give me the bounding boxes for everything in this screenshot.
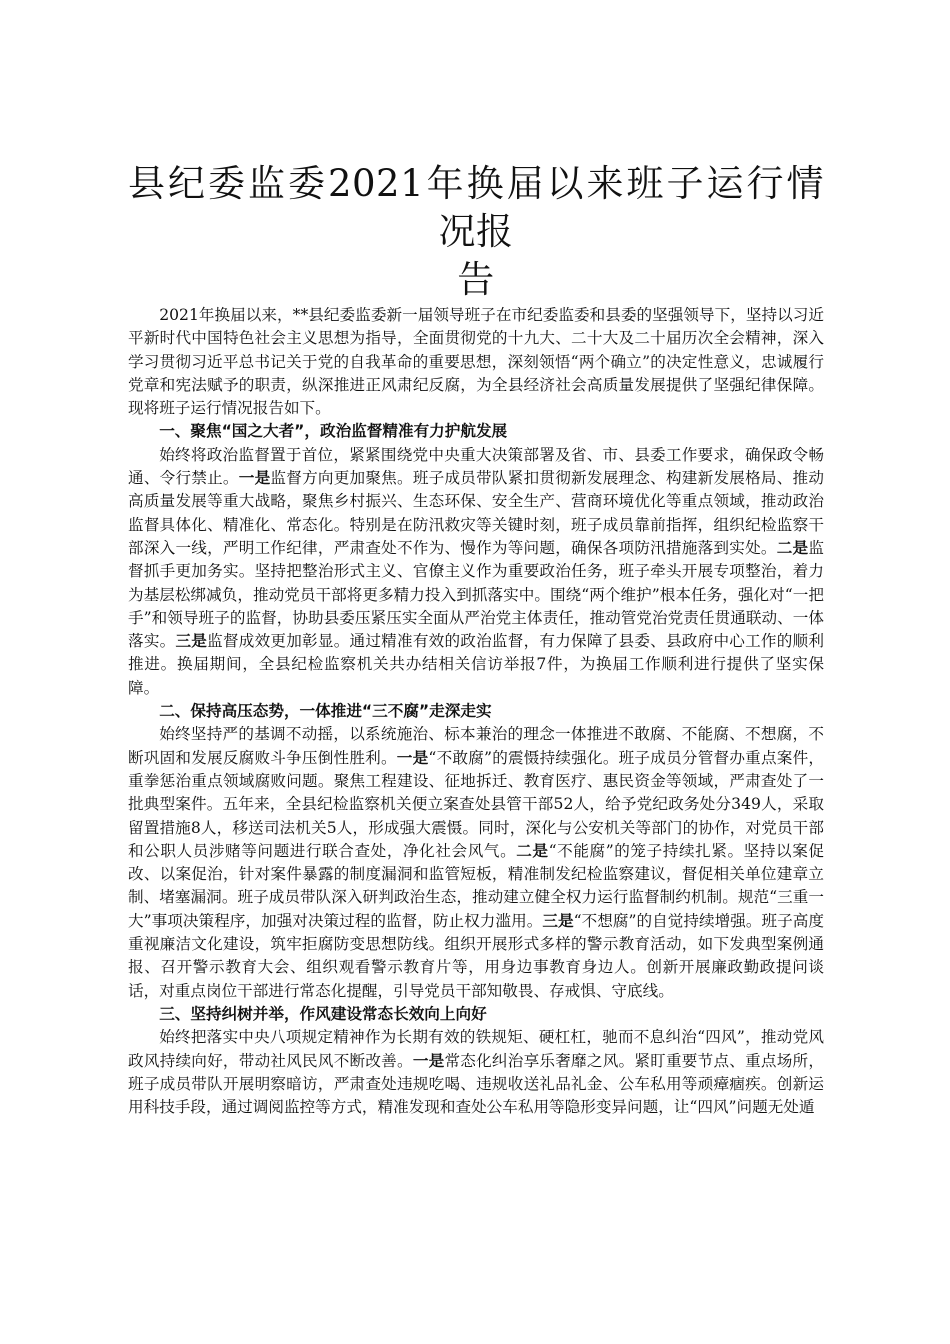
section-1-paragraph — [128, 444, 824, 700]
lead-marker: 二是 — [776, 538, 809, 557]
intro-paragraph: 2021年换届以来，**县纪委监委新一届领导班子在市纪委监委和县委的坚强领导下，坚持以习近平新时代中国特色社会主义思想为指导，全面贯彻党的十九大、二十大及二十届历次全会精神，深入学习贯彻习近平总书记关于党的自我革命的重要思想，深刻领悟“两个确立”的决定性意义，忠诚履行党章和宪法赋予的职责，纵深推进正风肃纪反腐，为全县经济社会高质量发展提供了坚强纪律保障。现将班子运行情况报告如下。 — [128, 306, 824, 418]
text-run: 始终将政治监督置于首位，紧紧围绕党中央重大决策部署及省、市、县委工作要求，确保政令畅通、令行禁止。 — [128, 445, 824, 488]
section-heading-2: 二、保持高压态势，一体推进“三不腐”走深走实 — [159, 702, 492, 721]
text-run: 监督抓手更加务实。坚持把整治形式主义、官僚主义作为重要政治任务，班子牵头开展专项整治，着力为基层松绑减负，推动党员干部将更多精力投入到抓落实中。围绕“两个维护”根本任务，强化对“一把手”和领导班子的监督，协助县委压紧压实全面从严治党主体责任，推动管党治党责任贯通联动、一体落实。 — [128, 538, 824, 651]
lead-marker: 一是 — [396, 748, 429, 767]
text-run: 始终把落实中央八项规定精神作为长期有效的铁规矩、硬杠杠，驰而不息纠治“四风”，推动党风政风持续向好，带动社风民风不断改善。 — [128, 1028, 824, 1070]
title-line-1: 县纪委监委2021年换届以来班子运行情况报 — [128, 162, 824, 253]
lead-marker: 一是 — [238, 469, 271, 488]
section-3-paragraph — [128, 1026, 824, 1119]
title-line-2: 告 — [457, 258, 495, 301]
lead-marker: 二是 — [516, 841, 549, 860]
lead-marker: 三是 — [175, 632, 208, 651]
section-2-paragraph — [128, 723, 824, 1003]
section-heading-3: 三、坚持纠树并举，作风建设常态长效向上向好 — [159, 1004, 487, 1023]
document-page — [128, 160, 824, 1119]
text-run: “不想腐”的自觉持续增强。班子高度重视廉洁文化建设，筑牢拒腐防变思想防线。组织开展形式多样的警示教育活动，如下发典型案例通报、召开警示教育大会、组织观看警示教育片等，用身边事教育身边人。创新开展廉政勤政提问谈话，对重点岗位干部进行常态化提醒，引导党员干部知敬畏、存戒惧、守底线。 — [128, 911, 824, 1000]
text-run: “不敢腐”的震慑持续强化。班子成员分管督办重点案件，重拳惩治重点领域腐败问题。聚焦工程建设、征地拆迁、教育医疗、惠民资金等领域，严肃查处了一批典型案件。五年来，全县纪检监察机关便立案查处县管干部52人，给予党纪政务处分349人，采取留置措施8人，移送司法机关5人，形成强大震慑。同时，深化与公安机关等部门的协作，对党员干部和公职人员涉赌等问题进行联合查处，净化社会风气。 — [128, 748, 824, 860]
lead-marker: 三是 — [542, 911, 574, 930]
document-body — [128, 304, 824, 1119]
section-heading-1: 一、聚焦“国之大者”，政治监督精准有力护航发展 — [159, 422, 508, 441]
document-title — [128, 160, 824, 304]
lead-marker: 一是 — [412, 1051, 445, 1070]
text-run: 常态化纠治享乐奢靡之风。紧盯重要节点、重点场所，班子成员带队开展明察暗访，严肃查处违规吃喝、违规收送礼品礼金、公车私用等顽瘴痼疾。创新运用科技手段，通过调阅监控等方式，精准发现和查处公车私用等隐形变异问题，让“四风”问题无处遁 — [128, 1051, 824, 1117]
text-run: 监督方向更加聚焦。班子成员带队紧扣贯彻新发展理念、构建新发展格局、推动高质量发展等重大战略，聚焦乡村振兴、生态环保、安全生产、营商环境优化等重点领域，推动政治监督具体化、精准化、常态化。特别是在防汛救灾等关键时刻，班子成员靠前指挥，组织纪检监察干部深入一线，严明工作纪律，严肃查处不作为、慢作为等问题，确保各项防汛措施落到实处。 — [128, 469, 824, 557]
text-run: 监督成效更加彰显。通过精准有效的政治监督，有力保障了县委、县政府中心工作的顺利推进。换届期间，全县纪检监察机关共办结相关信访举报7件，为换届工作顺利进行提供了坚实保障。 — [128, 632, 824, 697]
text-run: “不能腐”的笼子持续扎紧。坚持以案促改、以案促治，针对案件暴露的制度漏洞和监管短板，精准制发纪检监察建议，督促相关单位建章立制、堵塞漏洞。班子成员带队深入研判政治生态，推动建立健全权力运行监督制约机制。规范“三重一大”事项决策程序，加强对决策过程的监督，防止权力滥用。 — [128, 841, 824, 930]
text-run: 始终坚持严的基调不动摇，以系统施治、标本兼治的理念一体推进不敢腐、不能腐、不想腐，不断巩固和发展反腐败斗争压倒性胜利。 — [128, 725, 824, 767]
